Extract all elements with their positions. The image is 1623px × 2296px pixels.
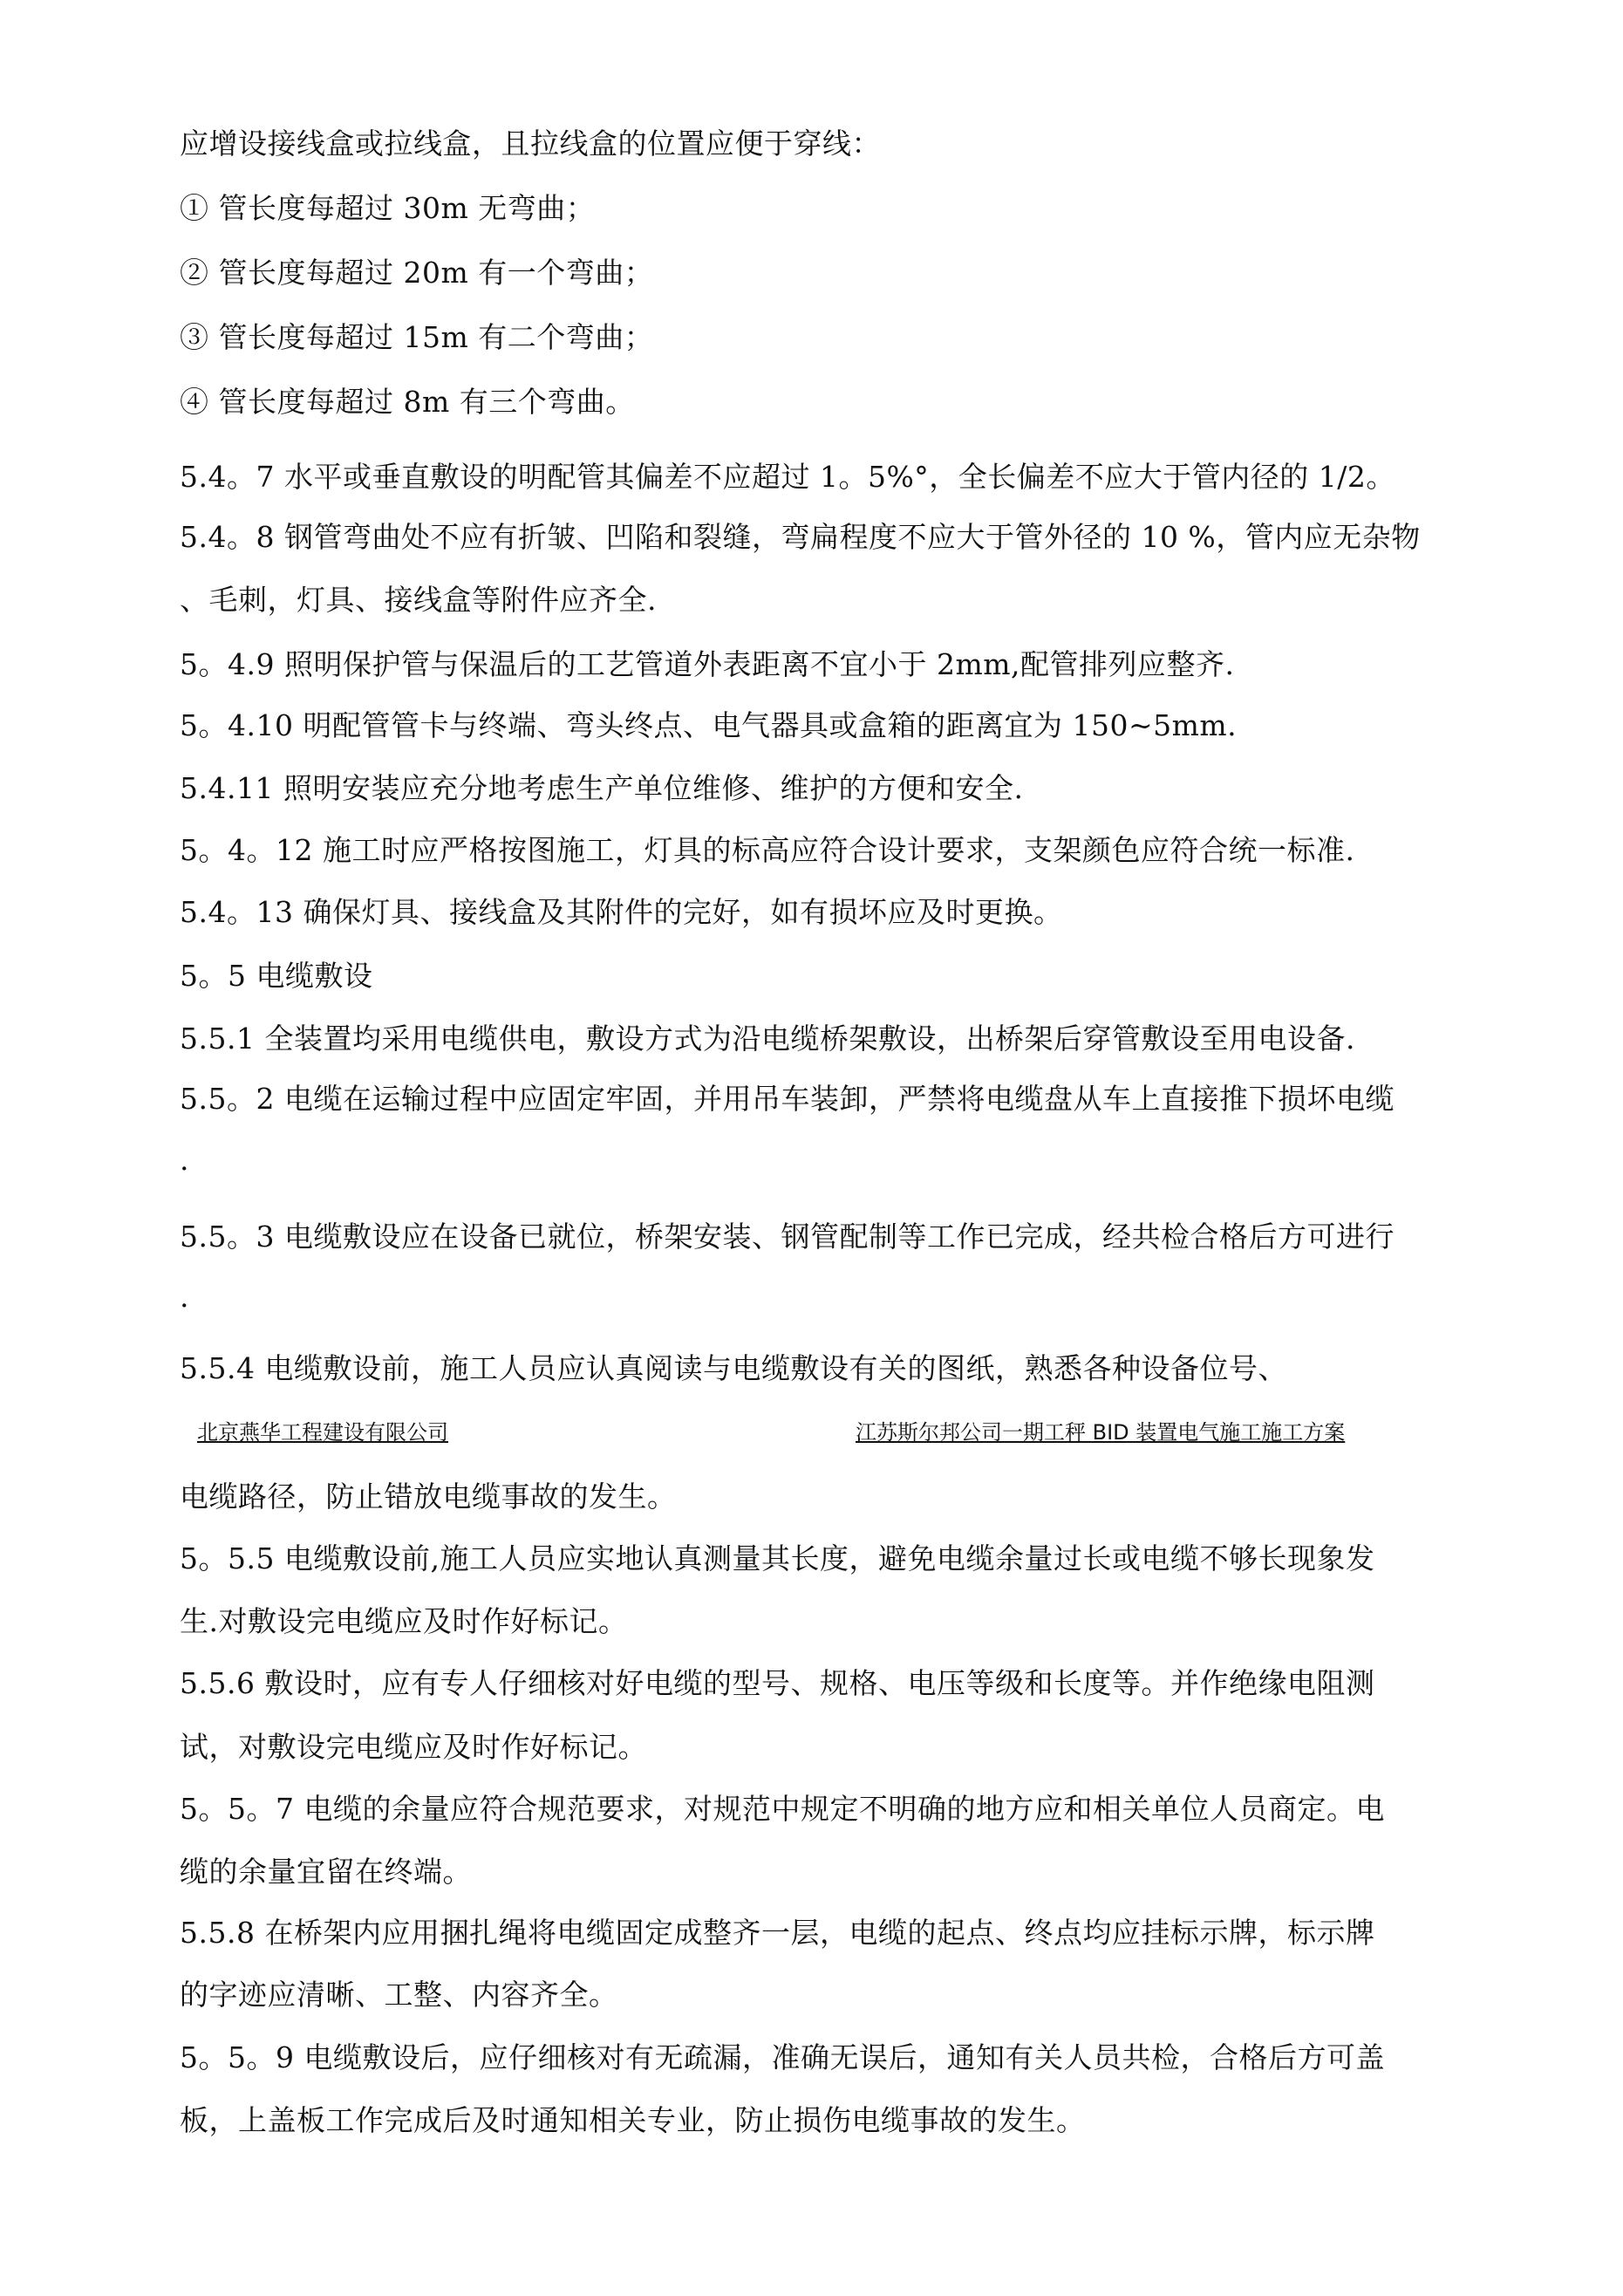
footer-document-title: 江苏斯尔邦公司一期工秤 BID 装置电气施工施工方案 [856, 1420, 1346, 1445]
text-line: ③ 管长度每超过 15m 有二个弯曲； [180, 320, 654, 354]
text-line: 5.5.4 电缆敷设前，施工人员应认真阅读与电缆敷设有关的图纸，熟悉各种设备位号、 [180, 1351, 1287, 1385]
text-line: 5.4.11 照明安装应充分地考虑生产单位维修、维护的方便和安全. [180, 771, 1024, 805]
text-line: 5.5。3 电缆敷设应在设备已就位，桥架安装、钢管配制等工作已完成，经共检合格后方可进行 [180, 1220, 1395, 1254]
footer-company: 北京燕华工程建设有限公司 [197, 1420, 448, 1445]
text-line: 5。4.10 明配管管卡与终端、弯头终点、电气器具或盒箱的距离宜为 150~5mm. [180, 708, 1238, 742]
text-line: 应增设接线盒或拉线盒，且拉线盒的位置应便于穿线： [180, 126, 881, 161]
text-line: 电缆路径，防止错放电缆事故的发生。 [180, 1479, 677, 1514]
text-line: 、毛刺，灯具、接线盒等附件应齐全. [180, 583, 657, 617]
text-line: 试，对敷设完电缆应及时作好标记。 [180, 1730, 647, 1764]
text-line: 5。5.5 电缆敷设前,施工人员应实地认真测量其长度，避免电缆余量过长或电缆不够长现象发 [180, 1541, 1375, 1575]
text-line: 5。5。7 电缆的余量应符合规范要求，对规范中规定不明确的地方应和相关单位人员商定。电 [180, 1792, 1385, 1826]
text-line: . [180, 1280, 189, 1314]
text-line: 5.5.6 敷设时，应有专人仔细核对好电缆的型号、规格、电压等级和长度等。并作绝缘电阻测 [180, 1666, 1375, 1700]
section-heading: 5。5 电缆敷设 [180, 959, 373, 993]
text-line: ④ 管长度每超过 8m 有三个弯曲。 [180, 385, 635, 419]
text-line: 5.5.8 在桥架内应用捆扎绳将电缆固定成整齐一层，电缆的起点、终点均应挂标示牌，标示牌 [180, 1916, 1375, 1950]
text-line: 5.4。7 水平或垂直敷设的明配管其偏差不应超过 1。5%°，全长偏差不应大于管内径的 1/2。 [180, 460, 1395, 494]
text-line: 的字迹应清晰、工整、内容齐全。 [180, 1978, 618, 2012]
text-line: 生.对敷设完电缆应及时作好标记。 [180, 1604, 628, 1638]
text-line: 5。4.9 照明保护管与保温后的工艺管道外表距离不宜小于 2mm,配管排列应整齐. [180, 647, 1235, 681]
text-line: 缆的余量宜留在终端。 [180, 1855, 472, 1889]
text-line: 5。5。9 电缆敷设后，应仔细核对有无疏漏，准确无误后，通知有关人员共检，合格后方可盖 [180, 2040, 1385, 2074]
text-line: 5.5.1 全装置均采用电缆供电，敷设方式为沿电缆桥架敷设，出桥架后穿管敷设至用电设备. [180, 1022, 1355, 1056]
text-line: ① 管长度每超过 30m 无弯曲； [180, 191, 596, 225]
text-line: 5.4。8 钢管弯曲处不应有折皱、凹陷和裂缝，弯扁程度不应大于管外径的 10 %，管内应无杂物 [180, 520, 1421, 554]
text-line: 板，上盖板工作完成后及时通知相关专业，防止损伤电缆事故的发生。 [180, 2103, 1086, 2137]
text-line: 5.4。13 确保灯具、接线盒及其附件的完好，如有损坏应及时更换。 [180, 895, 1063, 929]
text-line: . [180, 1143, 189, 1177]
text-line: ② 管长度每超过 20m 有一个弯曲； [180, 256, 654, 290]
text-line: 5.5。2 电缆在运输过程中应固定牢固，并用吊车装卸，严禁将电缆盘从车上直接推下损坏电缆 [180, 1082, 1395, 1116]
text-line: 5。4。12 施工时应严格按图施工，灯具的标高应符合设计要求，支架颜色应符合统一标准. [180, 833, 1355, 867]
